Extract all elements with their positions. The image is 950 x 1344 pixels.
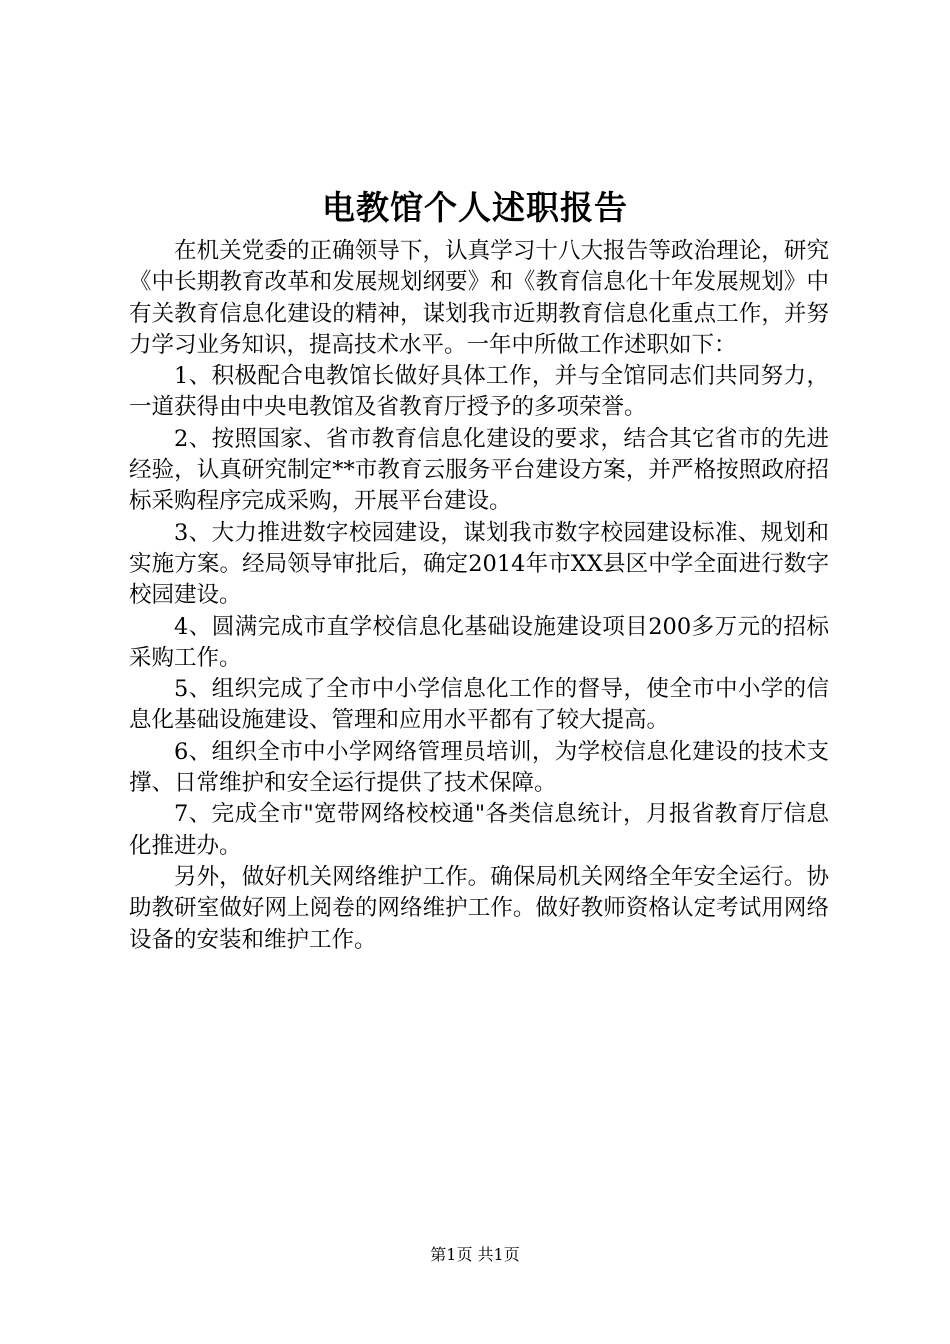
work-item-5: 5、组织完成了全市中小学信息化工作的督导，使全市中小学的信息化基础设施建设、管理和应用水平都有了较大提高。 (129, 676, 829, 734)
work-item-6: 6、组织全市中小学网络管理员培训，为学校信息化建设的技术支撑、日常维护和安全运行提供了技术保障。 (129, 738, 829, 797)
closing-paragraph: 另外，做好机关网络维护工作。确保局机关网络全年安全运行。协助教研室做好网上阅卷的网络维护工作。做好教师资格认定考试用网络设备的安装和维护工作。 (129, 863, 829, 953)
document-body (129, 236, 829, 956)
work-item-4: 4、圆满完成市直学校信息化基础设施建设项目200多万元的招标采购工作。 (129, 613, 829, 671)
intro-paragraph: 在机关党委的正确领导下，认真学习十八大报告等政治理论，研究《中长期教育改革和发展规划纲要》和《教育信息化十年发展规划》中有关教育信息化建设的精神，谋划我市近期教育信息化重点工作，并努力学习业务知识，提高技术水平。一年中所做工作述职如下： (129, 238, 829, 358)
work-item-3: 3、大力推进数字校园建设，谋划我市数字校园建设标准、规划和实施方案。经局领导审批后，确定2014年市XX县区中学全面进行数字校园建设。 (129, 519, 829, 609)
document-title: 电教馆个人述职报告 (322, 188, 628, 227)
work-item-2: 2、按照国家、省市教育信息化建设的要求，结合其它省市的先进经验，认真研究制定**市教育云服务平台建设方案，并严格按照政府招标采购程序完成采购，开展平台建设。 (129, 425, 829, 515)
work-item-7: 7、完成全市"宽带网络校校通"各类信息统计，月报省教育厅信息化推进办。 (129, 801, 829, 859)
work-item-1: 1、积极配合电教馆长做好具体工作，并与全馆同志们共同努力，一道获得由中央电教馆及省教育厅授予的多项荣誉。 (129, 363, 829, 421)
page-footer: 第1页 共1页 (430, 1245, 520, 1264)
